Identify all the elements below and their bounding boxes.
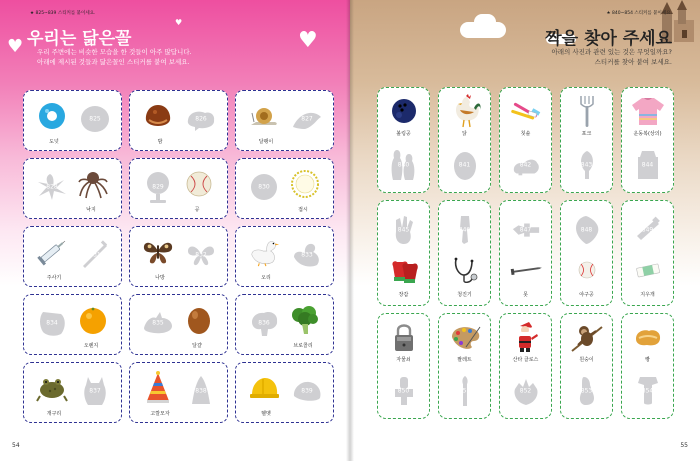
eraser-icon [631,253,665,287]
sticker-slot[interactable]: 842 [511,150,541,180]
left-page-title: 우리는 닮은꼴 [27,29,132,49]
sticker-card: 낙지 828 [23,158,122,219]
sticker-slot[interactable]: 827 [291,105,323,133]
left-instructions: 우리 주변에는 비슷한 모습을 한 것들이 아주 많답니다. 아래에 제시된 것들과 닮은꼴인 스티커를 붙여 보세요. [37,48,192,66]
sticker-card: 나방 832 [129,226,228,287]
right-header: ★ 840~854 스티커를 붙이세요. [606,11,672,16]
ball-icon [183,168,215,200]
baseball-icon [570,253,604,287]
sticker-slot[interactable]: 834 [36,309,68,337]
sticker-card: 접시 830 [235,158,334,219]
sticker-slot[interactable]: 830 [248,173,280,201]
nail-icon [509,253,543,287]
heart-icon: ♥ [7,36,24,57]
sticker-card: 포크 843 [560,87,613,193]
sticker-slot[interactable]: 845 [389,215,419,245]
sticker-slot[interactable]: 847 [511,215,541,245]
sticker-card: 공 829 [129,158,228,219]
sticker-card: 오렌지 834 [23,294,122,355]
sticker-slot[interactable]: 848 [572,215,602,245]
duck-icon [248,236,280,268]
book-gutter [346,0,354,461]
sticker-slot[interactable]: 826 [185,105,217,133]
padlock-icon [387,320,421,354]
left-header: ★ 825~839 스티커를 붙이세요. [30,11,96,16]
heart-icon: ♥ [298,28,318,53]
donut-icon [36,100,68,132]
sticker-slot[interactable]: 849 [633,215,663,245]
sticker-card: 팔레트 851 [438,313,491,419]
sticker-card: 848 야구공 [560,200,613,306]
santa-icon [509,320,543,354]
fork-icon [570,94,604,128]
right-instructions: 아래의 사진과 관련 있는 것은 무엇일까요? 스티커를 찾아 붙여 보세요. [551,48,672,66]
octopus-icon [77,168,109,200]
monkey-icon [570,320,604,354]
sticker-slot[interactable]: 843 [572,150,602,180]
sticker-slot[interactable]: 844 [633,150,663,180]
stethoscope-icon [448,253,482,287]
sticker-slot[interactable]: 828 [36,173,68,201]
broccoli-icon [289,304,321,336]
moth-icon [142,236,174,268]
sticker-slot[interactable]: 840 [389,150,419,180]
sticker-card: 845 장갑 [377,200,430,306]
orange-icon [77,304,109,336]
sticker-card: 운동복(상의) 844 [621,87,674,193]
sticker-card: 849 지우개 [621,200,674,306]
bowling-ball-icon [387,94,421,128]
page-number: 54 [12,442,20,449]
toothbrush-icon [509,94,543,128]
sticker-slot[interactable]: 838 [185,377,217,405]
sticker-card: 자물쇠 850 [377,313,430,419]
plate-icon [289,168,321,200]
sticker-card: 오리 833 [235,226,334,287]
frog-icon [36,372,68,404]
right-page-title: 짝을 찾아 주세요 [545,29,672,49]
sticker-card: 밤 826 [129,90,228,151]
page-number: 55 [680,442,688,449]
sticker-card: 도넛 825 [23,90,122,151]
sticker-slot[interactable]: 831 [79,241,111,269]
sticker-card: 칫솔 842 [499,87,552,193]
sticker-card: 브로콜리 836 [235,294,334,355]
palette-icon [448,320,482,354]
sticker-card: 846 청진기 [438,200,491,306]
sticker-slot[interactable]: 853 [572,376,602,406]
sticker-slot[interactable]: 833 [291,241,323,269]
sticker-slot[interactable]: 836 [248,309,280,337]
sticker-slot[interactable]: 852 [511,376,541,406]
party-hat-icon [142,372,174,404]
chestnut-icon [142,100,174,132]
sticker-card: 달팽이 827 [235,90,334,151]
cloud-decoration [474,14,496,30]
bread-icon [631,320,665,354]
rooster-icon [448,94,482,128]
sticker-slot[interactable]: 854 [633,376,663,406]
sweater-icon [631,94,665,128]
sticker-card: 원숭이 853 [560,313,613,419]
sticker-slot[interactable]: 832 [185,241,217,269]
sticker-card: 볼링공 840 [377,87,430,193]
sticker-card: 달걀 835 [129,294,228,355]
sticker-card: 847 못 [499,200,552,306]
helmet-icon [248,372,280,404]
similar-shapes-grid [23,90,334,423]
heart-icon: ♥ [175,18,183,27]
sticker-card: 산타 클로스 852 [499,313,552,419]
syringe-icon [36,236,68,268]
sticker-card: 주사기 831 [23,226,122,287]
sticker-slot[interactable]: 837 [79,377,111,405]
sticker-slot[interactable]: 829 [142,173,174,201]
sticker-card: 개구리 837 [23,362,122,423]
sticker-card: 빵 854 [621,313,674,419]
egg-icon [183,304,215,336]
sticker-card: 고깔모자 838 [129,362,228,423]
sticker-card: 닭 841 [438,87,491,193]
sticker-slot[interactable]: 851 [450,376,480,406]
sticker-slot[interactable]: 841 [450,150,480,180]
sticker-slot[interactable]: 825 [79,105,111,133]
snail-icon [248,100,280,132]
sticker-slot[interactable]: 850 [389,376,419,406]
sticker-slot[interactable]: 835 [142,309,174,337]
sticker-card: 헬멧 839 [235,362,334,423]
gloves-icon [387,253,421,287]
match-pairs-grid [377,87,674,419]
sticker-slot[interactable]: 839 [291,377,323,405]
sticker-slot[interactable]: 846 [450,215,480,245]
